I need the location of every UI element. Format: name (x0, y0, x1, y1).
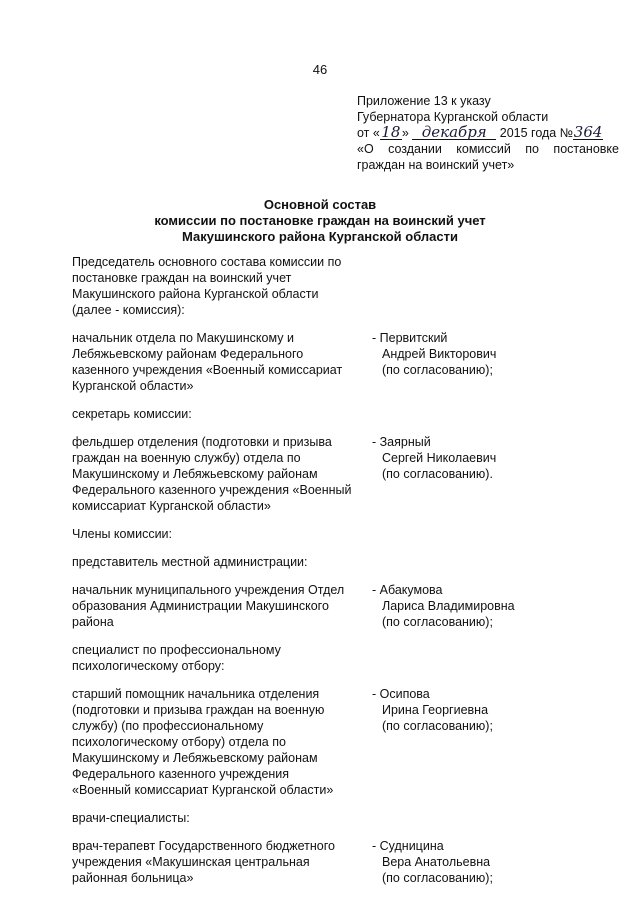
text-line: Лебяжьевскому районам Федерального (72, 347, 304, 361)
appendix-subject: «О создании комиссий по постановке (357, 142, 619, 156)
text-line: фельдшер отделения (подготовки и призыва (72, 435, 332, 449)
member-name: Лариса Владимировна (382, 599, 515, 613)
text-line: (далее - комиссия): (72, 303, 185, 317)
text-line: психологическому отбору) отдела по (72, 735, 286, 749)
members-heading: Члены комиссии: (72, 527, 173, 541)
text-line: района (72, 615, 114, 629)
appendix-line: Губернатора Курганской области (357, 110, 549, 124)
member-row-local-admin (72, 582, 592, 630)
text-line: старший помощник начальника отделения (72, 687, 320, 701)
member-position (72, 686, 362, 798)
member-surname: - Судницина (372, 839, 444, 853)
handwritten-month: декабря (412, 125, 496, 140)
text-line: службу) (по профессиональному (72, 719, 264, 733)
member-name: Сергей Николаевич (382, 451, 497, 465)
member-row-secretary (72, 434, 592, 514)
appendix-header (357, 93, 619, 173)
member-surname: - Заярный (372, 435, 431, 449)
member-person (372, 686, 592, 798)
appendix-line: Приложение 13 к указу (357, 94, 491, 108)
member-name: Ирина Георгиевна (382, 703, 489, 717)
member-surname: - Первитский (372, 331, 448, 345)
member-surname: - Осипова (372, 687, 430, 701)
member-position (72, 434, 362, 514)
document-title (0, 197, 640, 245)
member-name: Вера Анатольевна (382, 855, 491, 869)
member-surname: - Абакумова (372, 583, 443, 597)
text-line: начальник отдела по Макушинскому и (72, 331, 294, 345)
title-line: Основной состав (263, 197, 377, 212)
member-position (72, 330, 362, 394)
member-row-therapist (72, 838, 592, 886)
handwritten-number: 364 (573, 123, 603, 141)
text-line: Макушинского района Курганской области (72, 287, 319, 301)
text-line: Федерального казенного учреждения (72, 767, 290, 781)
text-line: районная больница» (72, 871, 194, 885)
text-line: Курганской области» (72, 379, 194, 393)
member-person (372, 838, 592, 886)
member-note: (по согласованию); (382, 719, 493, 733)
member-note: (по согласованию); (382, 871, 493, 885)
commission-list (72, 254, 592, 898)
member-row-psych (72, 686, 592, 798)
text-line: Макушинскому и Лебяжьевскому районам (72, 751, 318, 765)
member-note: (по согласованию); (382, 615, 493, 629)
title-line: Макушинского района Курганской области (182, 229, 458, 244)
appendix-subject: граждан на воинский учет» (357, 158, 515, 172)
handwritten-day: 18 (381, 123, 401, 141)
text-line: «Военный комиссариат Курганской области» (72, 783, 334, 797)
title-line: комиссии по постановке граждан на воинский учет (154, 213, 486, 228)
text-line: начальник муниципального учреждения Отдел (72, 583, 345, 597)
member-note: (по согласованию); (382, 363, 493, 377)
member-row-chairman (72, 330, 592, 394)
chairman-heading (72, 254, 592, 318)
member-position (72, 838, 362, 886)
page-number: 46 (312, 62, 328, 77)
text-line: Федерального казенного учреждения «Военный (72, 483, 352, 497)
date-prefix: от « (357, 126, 380, 140)
date-suffix: 2015 года № (499, 126, 574, 140)
text-line: комиссариат Курганской области» (72, 499, 271, 513)
text-line: Председатель основного состава комиссии по (72, 255, 342, 269)
member-position (72, 582, 362, 630)
member-person (372, 330, 592, 394)
text-line: постановке граждан на воинский учет (72, 271, 292, 285)
member-person (372, 582, 592, 630)
local-admin-heading: представитель местной администрации: (72, 555, 308, 569)
text-line: специалист по профессиональному (72, 643, 281, 657)
text-line: образования Администрации Макушинского (72, 599, 329, 613)
member-name: Андрей Викторович (382, 347, 497, 361)
text-line: врач-терапевт Государственного бюджетного (72, 839, 336, 853)
text-line: учреждения «Макушинская центральная (72, 855, 310, 869)
appendix-date-line (357, 125, 619, 141)
date-mid: » (401, 126, 409, 140)
psych-heading (72, 642, 592, 674)
text-line: граждан на военную службу) отдела по (72, 451, 301, 465)
doctors-heading: врачи-специалисты: (72, 811, 190, 825)
member-note: (по согласованию). (382, 467, 493, 481)
text-line: (подготовки и призыва граждан на военную (72, 703, 325, 717)
secretary-heading: секретарь комиссии: (72, 407, 192, 421)
text-line: психологическому отбору: (72, 659, 225, 673)
text-line: казенного учреждения «Военный комиссариат (72, 363, 343, 377)
text-line: Макушинскому и Лебяжьевскому районам (72, 467, 318, 481)
member-person (372, 434, 592, 514)
